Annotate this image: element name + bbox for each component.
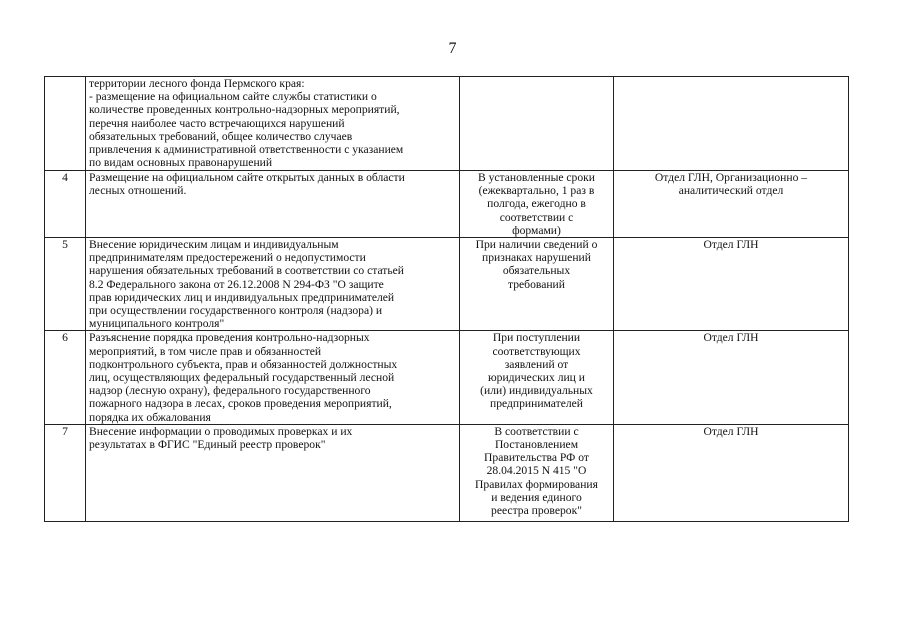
row-number: 6 xyxy=(45,331,86,424)
term-line: 28.04.2015 N 415 "О xyxy=(486,464,587,478)
page-number: 7 xyxy=(448,40,457,57)
task-line: надзор (лесную охрану), федерального государственного xyxy=(89,384,371,398)
table-row xyxy=(45,171,849,238)
task-line: 8.2 Федерального закона от 26.12.2008 N 294-ФЗ "О защите xyxy=(89,277,384,291)
table-row xyxy=(45,424,849,521)
responsible-cell xyxy=(614,77,849,171)
term-line: Постановлением xyxy=(494,438,579,452)
deadline-cell xyxy=(460,77,614,171)
task-line: при осуществлении государственного контроля (надзора) и xyxy=(89,304,383,318)
term-line: соответствующих xyxy=(492,344,581,358)
term-line: соответствии с xyxy=(499,210,574,224)
task-line: территории лесного фонда Пермского края: xyxy=(89,77,305,90)
term-line: В соответствии с xyxy=(494,424,579,438)
term-line: предпринимателей xyxy=(490,397,583,411)
measure-cell xyxy=(86,77,460,171)
term-line: полгода, ежегодно в xyxy=(487,197,586,211)
task-line: обязательных требований, общее количество случаев xyxy=(89,129,353,143)
task-line: Внесение юридическим лицам и индивидуальным xyxy=(89,238,339,252)
row-number xyxy=(45,77,86,171)
row-number: 5 xyxy=(45,238,86,331)
task-line: привлечения к административной ответственности с указанием xyxy=(89,143,404,157)
term-line: При наличии сведений о xyxy=(475,238,598,252)
task-line: лиц, осуществляющих федеральный государственный лесной xyxy=(89,371,395,385)
table-row xyxy=(45,77,849,171)
task-line: перечня наиболее часто встречающихся нарушений xyxy=(89,116,345,130)
measure-cell xyxy=(86,331,460,424)
responsible-cell xyxy=(614,331,849,424)
task-line: нарушения обязательных требований в соответствии со статьей xyxy=(89,264,404,278)
task-line: - размещение на официальном сайте службы статистики о xyxy=(89,90,377,104)
term-line: (или) индивидуальных xyxy=(480,384,593,398)
term-line: формами) xyxy=(512,223,561,237)
task-line: по видам основных правонарушений xyxy=(89,156,273,170)
responsible-cell xyxy=(614,424,849,521)
row-number: 4 xyxy=(45,171,86,238)
resp-line: Отдел ГЛН xyxy=(703,331,759,345)
term-line: и ведения единого xyxy=(491,490,582,504)
term-line: юридических лиц и xyxy=(487,371,585,385)
task-line: подконтрольного субъекта, прав и обязанностей должностных xyxy=(89,357,398,371)
deadline-cell xyxy=(460,331,614,424)
task-line: мероприятий, в том числе прав и обязанностей xyxy=(89,344,322,358)
measures-table xyxy=(44,76,849,522)
responsible-cell xyxy=(614,238,849,331)
resp-line: Отдел ГЛН, Организационно – xyxy=(654,171,808,184)
term-line: признаках нарушений xyxy=(482,251,591,265)
term-line: Правилах формирования xyxy=(475,477,598,491)
term-line: Правительства РФ от xyxy=(484,451,589,465)
deadline-cell xyxy=(460,171,614,238)
task-line: порядка их обжалования xyxy=(89,410,211,424)
deadline-cell xyxy=(460,424,614,521)
resp-line: аналитический отдел xyxy=(678,184,784,198)
task-line: лесных отношений. xyxy=(89,184,187,198)
responsible-cell xyxy=(614,171,849,238)
deadline-cell xyxy=(460,238,614,331)
resp-line: Отдел ГЛН xyxy=(703,424,759,438)
resp-line: Отдел ГЛН xyxy=(703,238,759,252)
task-line: Размещение на официальном сайте открытых данных в области xyxy=(89,171,405,184)
term-line: При поступлении xyxy=(492,331,581,345)
table-row xyxy=(45,238,849,331)
measure-cell xyxy=(86,424,460,521)
measure-cell xyxy=(86,171,460,238)
task-line: прав юридических лиц и индивидуальных предпринимателей xyxy=(89,290,395,304)
task-line: муниципального контроля" xyxy=(89,317,225,331)
term-line: обязательных xyxy=(502,264,571,278)
term-line: В установленные сроки xyxy=(477,171,595,184)
task-line: предпринимателям предостережений о недопустимости xyxy=(89,251,366,265)
task-line: Разъяснение порядка проведения контрольно-надзорных xyxy=(89,331,370,345)
task-line: количестве проведенных контрольно-надзорных мероприятий, xyxy=(89,103,400,117)
term-line: заявлений от xyxy=(504,357,569,371)
measure-cell xyxy=(86,238,460,331)
term-line: требований xyxy=(508,277,565,291)
term-line: (ежеквартально, 1 раз в xyxy=(478,184,595,198)
task-line: пожарного надзора в лесах, сроков проведения мероприятий, xyxy=(89,397,392,411)
row-number: 7 xyxy=(45,424,86,521)
term-line: реестра проверок" xyxy=(491,504,582,518)
task-line: Внесение информации о проводимых проверках и их xyxy=(89,424,353,438)
table-row xyxy=(45,331,849,424)
task-line: результатах в ФГИС "Единый реестр проверок" xyxy=(89,438,326,452)
